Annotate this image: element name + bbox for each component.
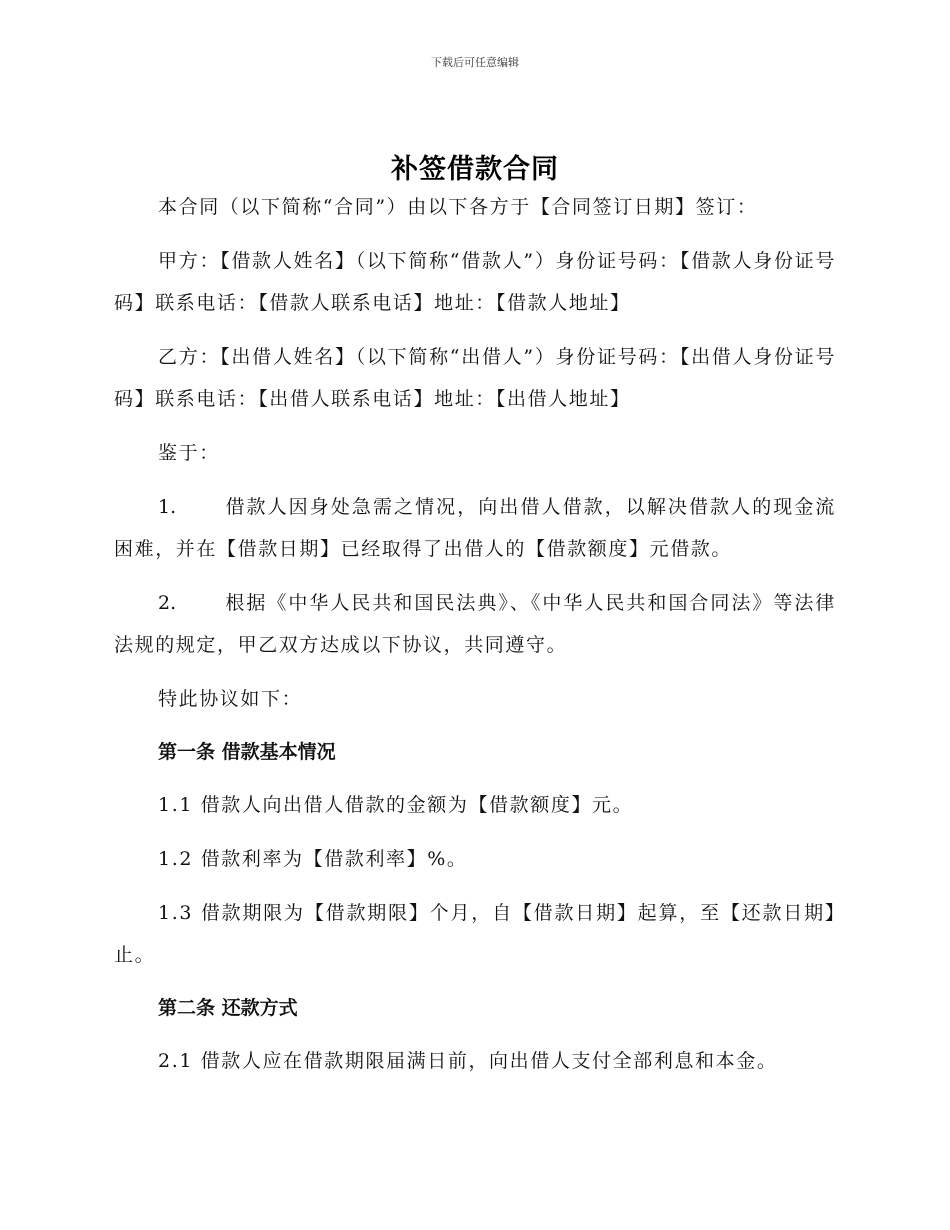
document-body [114,186,836,1094]
document-title: 补签借款合同 [391,154,559,185]
intro-paragraph: 本合同（以下简称“合同”）由以下各方于【合同签订日期】签订： [158,196,758,218]
article-2-heading: 第二条 还款方式 [158,997,298,1019]
article-1-item: 1.3 借款期限为【借款期限】个月，自【借款日期】起算，至【还款日期】止。 [114,902,836,966]
recital-text: 借款人因身处急需之情况，向出借人借款，以解决借款人的现金流困难，并在【借款日期】已经取得了出借人的【借款额度】元借款。 [114,496,836,560]
party-b-paragraph: 乙方：【出借人姓名】（以下简称“出借人”）身份证号码：【出借人身份证号码】联系电话：【出借人联系电话】地址：【出借人地址】 [114,346,836,410]
page-header: 下载后可任意编辑 [431,56,519,69]
article-2-item: 2.1 借款人应在借款期限届满日前，向出借人支付全部利息和本金。 [158,1050,778,1072]
recital-item [114,582,836,666]
recital-number: 2. [158,592,177,614]
recital-text: 根据《中华人民共和国民法典》、《中华人民共和国合同法》等法律法规的规定，甲乙双方达成以下协议，共同遵守。 [114,592,836,656]
recital-number: 1. [158,496,177,518]
article-1-item: 1.2 借款利率为【借款利率】%。 [158,848,468,870]
agreement-intro: 特此协议如下： [158,688,303,710]
party-a-paragraph: 甲方：【借款人姓名】（以下简称“借款人”）身份证号码：【借款人身份证号码】联系电话：【借款人联系电话】地址：【借款人地址】 [114,250,836,314]
whereas-label: 鉴于： [158,442,220,464]
article-1-heading: 第一条 借款基本情况 [158,741,336,763]
recital-item [114,486,836,570]
article-1-item: 1.1 借款人向出借人借款的金额为【借款额度】元。 [158,794,634,816]
